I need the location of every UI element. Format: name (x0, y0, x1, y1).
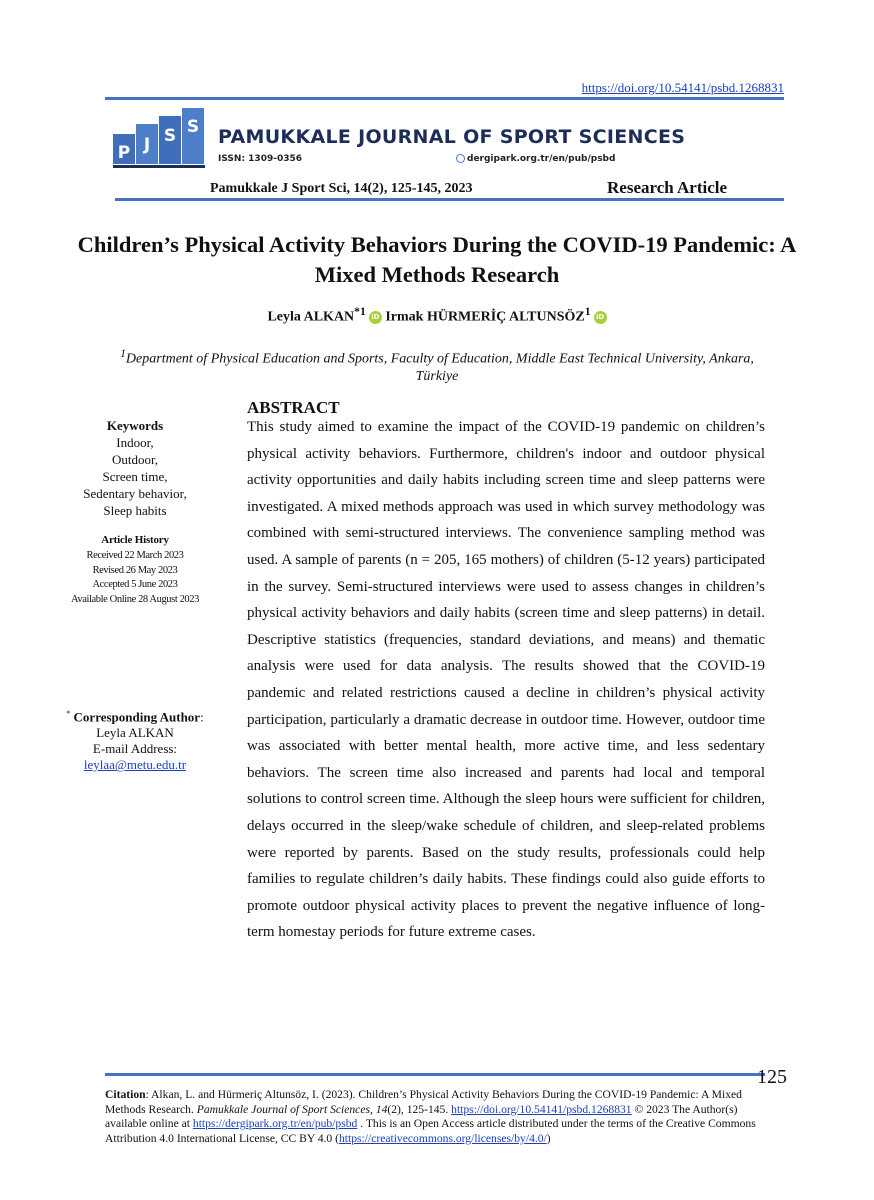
logo-letter-1: P (117, 143, 131, 163)
author-list (0, 305, 874, 326)
header-rule-bottom (115, 198, 784, 201)
article-type: Research Article (607, 178, 728, 197)
logo-letter-2: J (143, 135, 151, 155)
history-entry: Available Online 28 August 2023 (71, 593, 199, 605)
email-link[interactable]: leylaa@metu.edu.tr (83, 757, 187, 773)
citation-text: (2), 125-145. (387, 1102, 452, 1116)
history-entry: Accepted 5 June 2023 (92, 579, 178, 590)
citation-text: © 2023 The Author(s) available online at (105, 1102, 738, 1131)
citation-journal: Pamukkale Journal of Sport Sciences (196, 1102, 370, 1116)
globe-icon (456, 154, 465, 163)
article-history-list (55, 549, 215, 607)
citation-block (105, 1088, 773, 1146)
header-rule-top (105, 97, 784, 100)
corresponding-star: * (66, 709, 71, 718)
citation-volume: 14 (375, 1102, 388, 1116)
journal-citation-line: Pamukkale J Sport Sci, 14(2), 125-145, 2023 (210, 181, 473, 196)
doi-link[interactable]: https://doi.org/10.54141/psbd.1268831 (581, 80, 784, 95)
footer-rule (105, 1073, 765, 1076)
citation-site-link[interactable]: https://dergipark.org.tr/en/pub/psbd (192, 1117, 358, 1131)
affiliation (100, 345, 774, 385)
doi-link-top[interactable] (582, 80, 784, 96)
citation-text: ) (546, 1131, 551, 1145)
abstract-text: This study aimed to examine the impact of the COVID-19 pandemic on children’s physical activity behaviors. Furthermore, children's indoor and outdoor physical activity opportunities and daily habits including screen time and sleep patterns were investigated. A mixed methods approach was used in which survey methodology was combined with semi-structured interviews. The convenience sampling method was used. A sample of parents (n = 205, 165 mothers) of children (5-12 years) participated in the survey. Semi-structured interviews were used to assess changes in children’s physical activity behaviors and daily habits (screen time and sleep patterns) in detail. Descriptive statistics (frequencies, standard deviations, and means) and thematic analysis were used for data analysis. The results showed that the COVID-19 pandemic and related restrictions caused a decline in children’s physical activity participation, particularly a dramatic decrease in outdoor time. However, outdoor time was associated with better mental health, more active time, and less sedentary behaviors. The screen time also increased and parents had local and temporal solutions to control screen time. Although the sleep hours were sufficient for children, delays occurred in the sleep/wake schedule of children, and sleep-related problems were reported by parents. Based on the study results, professionals could help families to regulate children’s daily habits. These findings could also guide efforts to promote outdoor physical activity places to prevent the negative influence of long-term homestay periods for future extreme cases. (247, 419, 765, 941)
article-history-heading: Article History (101, 534, 169, 546)
keyword: Sleep habits (103, 503, 167, 518)
keyword: Screen time, (102, 469, 168, 484)
logo-letter-4: S (186, 117, 200, 137)
citation-label: Citation (105, 1088, 146, 1101)
corresponding-colon: : (200, 709, 204, 725)
license-link[interactable]: https://creativecommons.org/licenses/by/4.0/ (338, 1131, 547, 1145)
journal-name: PAMUKKALE JOURNAL OF SPORT SCIENCES (218, 126, 686, 148)
corresponding-heading: Corresponding Author (73, 709, 201, 725)
logo-base (113, 165, 205, 168)
affiliation-text: Department of Physical Education and Sports, Faculty of Education, Middle East Technical University, Ankara, Türkiye (125, 351, 754, 384)
author-name: Irmak HÜRMERİÇ ALTUNSÖZ (385, 309, 585, 325)
keyword: Sedentary behavior, (83, 486, 187, 501)
keyword: Outdoor, (111, 452, 159, 467)
journal-website-text[interactable]: dergipark.org.tr/en/pub/psbd (467, 154, 616, 164)
author-name: Leyla ALKAN (267, 309, 355, 325)
corresponding-name: Leyla ALKAN (96, 725, 174, 741)
affiliation-superscript: 1 (120, 347, 126, 360)
corresponding-author (55, 706, 215, 773)
keyword: Indoor, (116, 435, 154, 450)
corresponding-heading-line (55, 706, 215, 725)
citation-text: : Alkan, L. and Hürmeriç Altunsöz, I. (2023). Children’s Physical Activity Behaviors During the COVID-19 Pandemic: A Mixed Methods Research. (105, 1088, 742, 1116)
citation-doi-link[interactable]: https://doi.org/10.54141/psbd.1268831 (451, 1102, 632, 1116)
keywords-heading: Keywords (106, 418, 164, 433)
author-superscript: 1 (584, 305, 591, 318)
article-title: Children’s Physical Activity Behaviors During the COVID-19 Pandemic: A Mixed Methods Research (77, 232, 797, 287)
orcid-icon[interactable]: iD (369, 311, 382, 324)
orcid-icon[interactable]: iD (594, 311, 607, 324)
abstract-heading: ABSTRACT (247, 398, 340, 417)
keywords-list (55, 434, 215, 519)
history-entry: Revised 26 May 2023 (92, 564, 178, 576)
citation-text: . This is an Open Access article distributed under the terms of the Creative Commons Attribution 4.0 International License, CC BY 4.0 ( (105, 1117, 756, 1145)
issn: ISSN: 1309-0356 (218, 154, 303, 164)
history-entry: Received 22 March 2023 (86, 550, 184, 561)
email-label: E-mail Address: (92, 741, 178, 757)
journal-website[interactable] (456, 154, 615, 164)
author-superscript: *1 (354, 305, 366, 318)
page-number: 125 (757, 1066, 787, 1088)
logo-letter-3: S (163, 126, 177, 146)
journal-logo (113, 108, 209, 170)
citation-text: , (369, 1102, 376, 1116)
